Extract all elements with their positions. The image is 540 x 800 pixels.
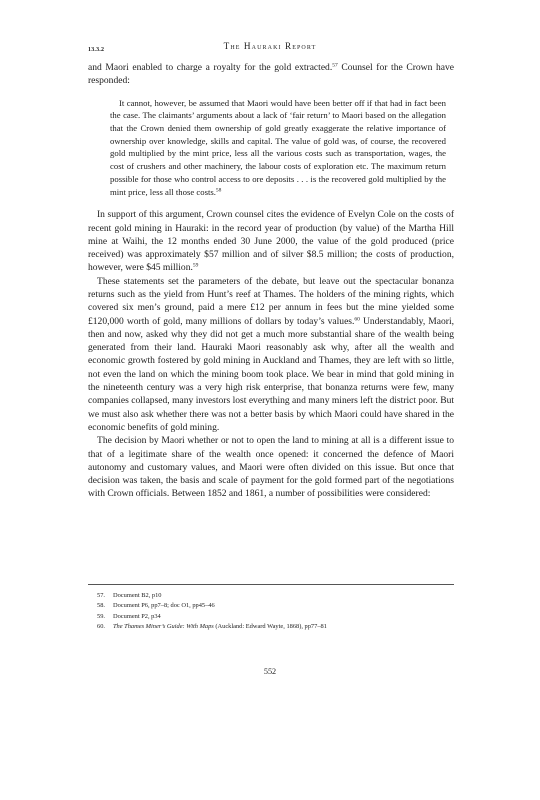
text-run: Counsel for the Crown have responded: bbox=[88, 62, 454, 87]
footnote-ref: 57 bbox=[332, 62, 338, 69]
footnote-number: 60. bbox=[97, 623, 105, 631]
footnote-title: The Thames Miner’s Guide: With Maps bbox=[113, 623, 214, 631]
footnote-divider bbox=[88, 584, 454, 585]
page-number: 552 bbox=[263, 667, 277, 676]
footnote bbox=[97, 601, 447, 611]
footnote-number: 59. bbox=[97, 612, 105, 620]
text-run: In support of this argument, Crown counsel cites the evidence of Evelyn Cole on the costs of recent gold mining in Hauraki: in the record year of production (by value) of the Martha Hill mine at Waihi, the 12 months ended 30 June 2000, the value of the gold produced (price received) was approximately $57 million and of silver $8.5 million; the costs of production, however, were $45 million. bbox=[88, 209, 454, 274]
running-title: The Hauraki Report bbox=[223, 41, 317, 51]
footnote-number: 58. bbox=[97, 602, 105, 610]
footnote-ref: 59 bbox=[192, 262, 199, 269]
text-run: It cannot, however, be assumed that Maori would have been better off if that had in fact been the case. The claimants’ arguments about a lack of ‘fair return’ to Maori based on the allegation that the Crown denied them ownership of gold greatly exaggerate the relative importance of ownership over knowledge, skills and capital. The value of gold was, of course, the recovered gold multiplied by the mint price, less all the various costs such as transportation, wages, the cost of crushers and other machinery, the labour costs of exploration etc. The maximum return possible for those who control access to ore deposits . . . is the recovered gold multiplied by the mint price, less all those costs. bbox=[110, 97, 446, 197]
footnote-text: Document P2, p34 bbox=[113, 612, 161, 620]
footnote-ref: 60 bbox=[354, 316, 360, 323]
footnote bbox=[97, 591, 447, 601]
footnote-number: 57. bbox=[97, 592, 105, 599]
footnote bbox=[97, 622, 447, 632]
footnote-ref: 58 bbox=[215, 187, 222, 194]
footnote-text: Document P6, pp7–8; doc O1, pp45–46 bbox=[113, 602, 215, 610]
body-text bbox=[88, 61, 454, 501]
paragraph bbox=[88, 61, 454, 88]
block-quote bbox=[110, 97, 446, 199]
text-run: and Maori enabled to charge a royalty for the gold extracted. bbox=[88, 62, 333, 73]
paragraph bbox=[88, 434, 454, 500]
footnotes bbox=[97, 591, 447, 633]
text-run: The decision by Maori whether or not to open the land to mining at all is a different issue to that of a legitimate share of the wealth once opened: it concerned the defence of Maori autonomy and customary values, and Maori were often divided on this issue. But once that decision was taken, the basis and scale of payment for the gold formed part of the negotiations with Crown officials. Between 1852 and 1861, a number of possibilities were considered: bbox=[88, 435, 454, 500]
text-run: These statements set the parameters of the debate, but leave out the spectacular bonanza returns such as the yield from Hunt’s reef at Thames. The holders of the mining rights, which covered six men’s ground, paid a mere £12 per annum in fees but the mine yielded some £120,000 worth of gold, many millions of dollars by today’s values. bbox=[88, 275, 454, 327]
text-run: Understandably, Maori, then and now, asked why they did not get a much more substantial share of the wealth being generated from their land. Hauraki Maori reasonably ask why, after all the wealth and economic growth fostered by gold mining in Auckland and Thames, they are left with so little, not even the land on which the mining boom took place. We bear in mind that gold mining in the nineteenth century was a very high risk enterprise, that bonanza returns were few, many companies collapsed, many investors lost everything and many miners left the district poor. But we must also ask whether there was not a better basis by which Maori could have shared in the economic benefits of gold mining. bbox=[88, 315, 454, 433]
section-number: 13.3.2 bbox=[88, 47, 105, 53]
footnote-text: Document B2, p10 bbox=[113, 592, 162, 599]
footnote bbox=[97, 612, 447, 622]
paragraph bbox=[88, 275, 454, 435]
footnote-text: (Auckland: Edward Wayte, 1868), pp77–81 bbox=[213, 623, 327, 631]
paragraph bbox=[88, 208, 454, 274]
